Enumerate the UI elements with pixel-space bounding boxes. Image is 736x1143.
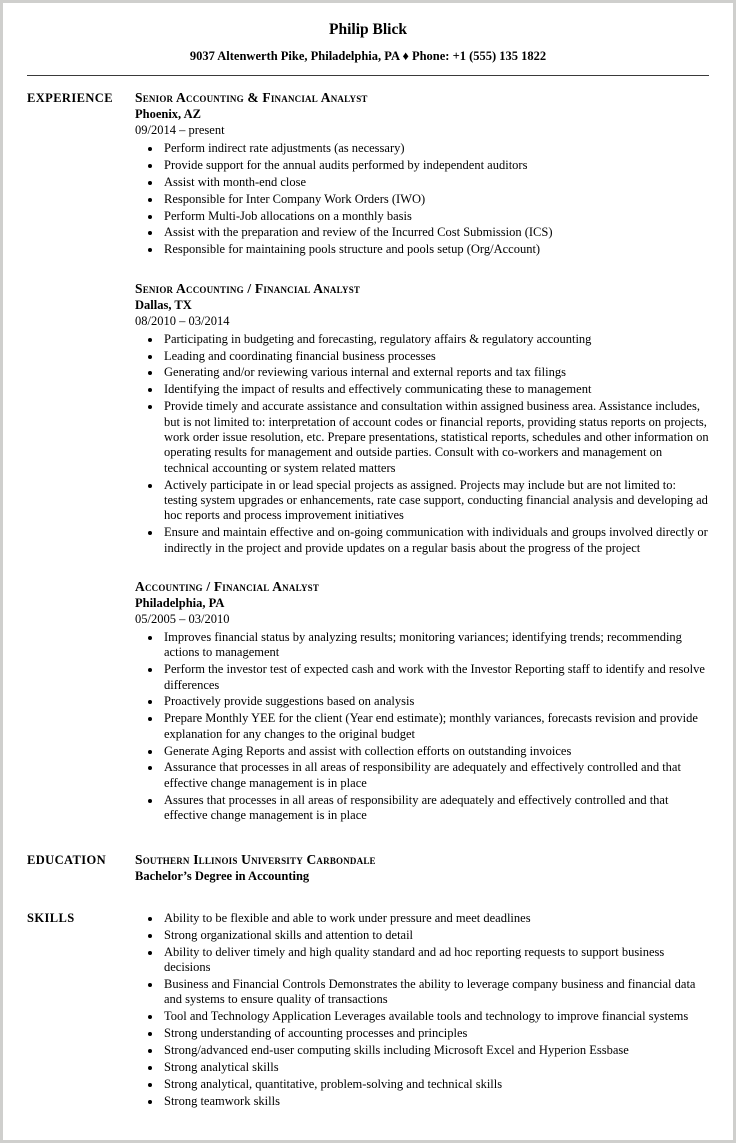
school-name: Southern Illinois University Carbondale [135,851,376,867]
bullet-item: • Improves financial status by analyzing results; monitoring variances; identifying trends; recommending actions to management [162,630,709,661]
section-label-skills: SKILLS [27,910,75,925]
bullet-item: • Business and Financial Controls Demonstrates the ability to leverage company business and financial data and systems to ensure quality of transactions [162,977,709,1008]
bullet-item: • Perform indirect rate adjustments (as necessary) [162,141,709,156]
section-label-education: EDUCATION [27,852,107,867]
bullet-item: • Actively participate in or lead special projects as assigned. Projects may include but are not limited to: testing system upgrades or enhancements, rate case support, conducting financial analysis and developing ad hoc reports and process improvement initiatives [162,478,709,524]
section-experience [27,90,709,825]
experience-content [135,90,709,825]
job-entry [135,579,709,824]
section-education [27,852,709,884]
job-title: Senior Accounting / Financial Analyst [135,280,361,296]
job-bullet-list [135,332,709,556]
contact-line: 9037 Altenwerth Pike, Philadelphia, PA ♦ Phone: +1 (555) 135 1822 [189,49,547,63]
bullet-item: • Perform the investor test of expected cash and work with the Investor Reporting staff to identify and resolve differences [162,662,709,693]
bullet-item: • Leading and coordinating financial business processes [162,349,709,364]
degree-name: Bachelor’s Degree in Accounting [135,868,310,883]
bullet-item: • Strong analytical, quantitative, problem-solving and technical skills [162,1077,709,1092]
bullet-item: • Generate Aging Reports and assist with collection efforts on outstanding invoices [162,744,709,759]
bullet-item: • Ability to deliver timely and high quality standard and ad hoc reporting requests to support business decisions [162,945,709,976]
job-location: Phoenix, AZ [135,107,201,121]
bullet-item: • Strong teamwork skills [162,1094,709,1109]
skills-content [135,910,709,1111]
bullet-item: • Participating in budgeting and forecasting, regulatory affairs & regulatory accounting [162,332,709,347]
bullet-item: • Responsible for maintaining pools structure and pools setup (Org/Account) [162,242,709,257]
bullet-item: • Strong analytical skills [162,1060,709,1075]
section-label-experience: EXPERIENCE [27,91,113,105]
job-dates: 09/2014 – present [135,123,225,137]
bullet-item: • Generating and/or reviewing various internal and external reports and tax filings [162,365,709,380]
resume-page [3,3,733,1140]
bullet-item: • Prepare Monthly YEE for the client (Year end estimate); monthly variances, forecasts revision and provide explanation for any changes to the original budget [162,711,709,742]
education-content [135,852,709,884]
job-dates: 08/2010 – 03/2014 [135,313,230,328]
bullet-item: • Responsible for Inter Company Work Orders (IWO) [162,192,709,207]
bullet-item: • Ensure and maintain effective and on-going communication with individuals and groups involved directly or indirectly in the project and provide updates on a regular basis about the progress of the project [162,525,709,556]
job-location: Dallas, TX [135,297,192,312]
bullet-item: • Assist with month-end close [162,175,709,190]
bullet-item: • Assures that processes in all areas of responsibility are adequately and effectively controlled and that effective change management is in place [162,793,709,824]
job-title: Senior Accounting & Financial Analyst [135,90,368,105]
header-divider [27,75,709,76]
job-bullet-list [135,630,709,824]
bullet-item: • Assist with the preparation and review of the Incurred Cost Submission (ICS) [162,225,709,240]
section-skills [27,910,709,1111]
bullet-item: • Provide timely and accurate assistance and consultation within assigned business area. Assistance includes, but is not limited to: interpretation of account codes or financial reports, providing status reports on projects, work order issue resolution, etc. Prepare presentations, statistical reports, schedules and other information on operating results for management and outside parties. Consult with co-workers and management on technical accounting or system related matters [162,399,709,476]
bullet-item: • Ability to be flexible and able to work under pressure and meet deadlines [162,911,709,926]
job-location: Philadelphia, PA [135,595,225,610]
bullet-item: • Provide support for the annual audits performed by independent auditors [162,158,709,173]
bullet-item: • Tool and Technology Application Leverages available tools and technology to improve financial systems [162,1009,709,1024]
job-entry [135,90,709,258]
job-title: Accounting / Financial Analyst [135,578,320,594]
skills-bullet-list [135,911,709,1109]
job-dates: 05/2005 – 03/2010 [135,611,230,626]
bullet-item: • Strong organizational skills and attention to detail [162,928,709,943]
resume-header [27,21,709,64]
bullet-item: • Identifying the impact of results and effectively communicating these to management [162,382,709,397]
bullet-item: • Proactively provide suggestions based on analysis [162,694,709,709]
job-entry [135,281,709,556]
candidate-name: Philip Blick [329,21,407,38]
bullet-item: • Perform Multi-Job allocations on a monthly basis [162,209,709,224]
bullet-item: • Assurance that processes in all areas of responsibility are adequately and effectively controlled and that effective change management is in place [162,760,709,791]
bullet-item: • Strong understanding of accounting processes and principles [162,1026,709,1041]
job-bullet-list [135,141,709,258]
bullet-item: • Strong/advanced end-user computing skills including Microsoft Excel and Hyperion Essbase [162,1043,709,1058]
